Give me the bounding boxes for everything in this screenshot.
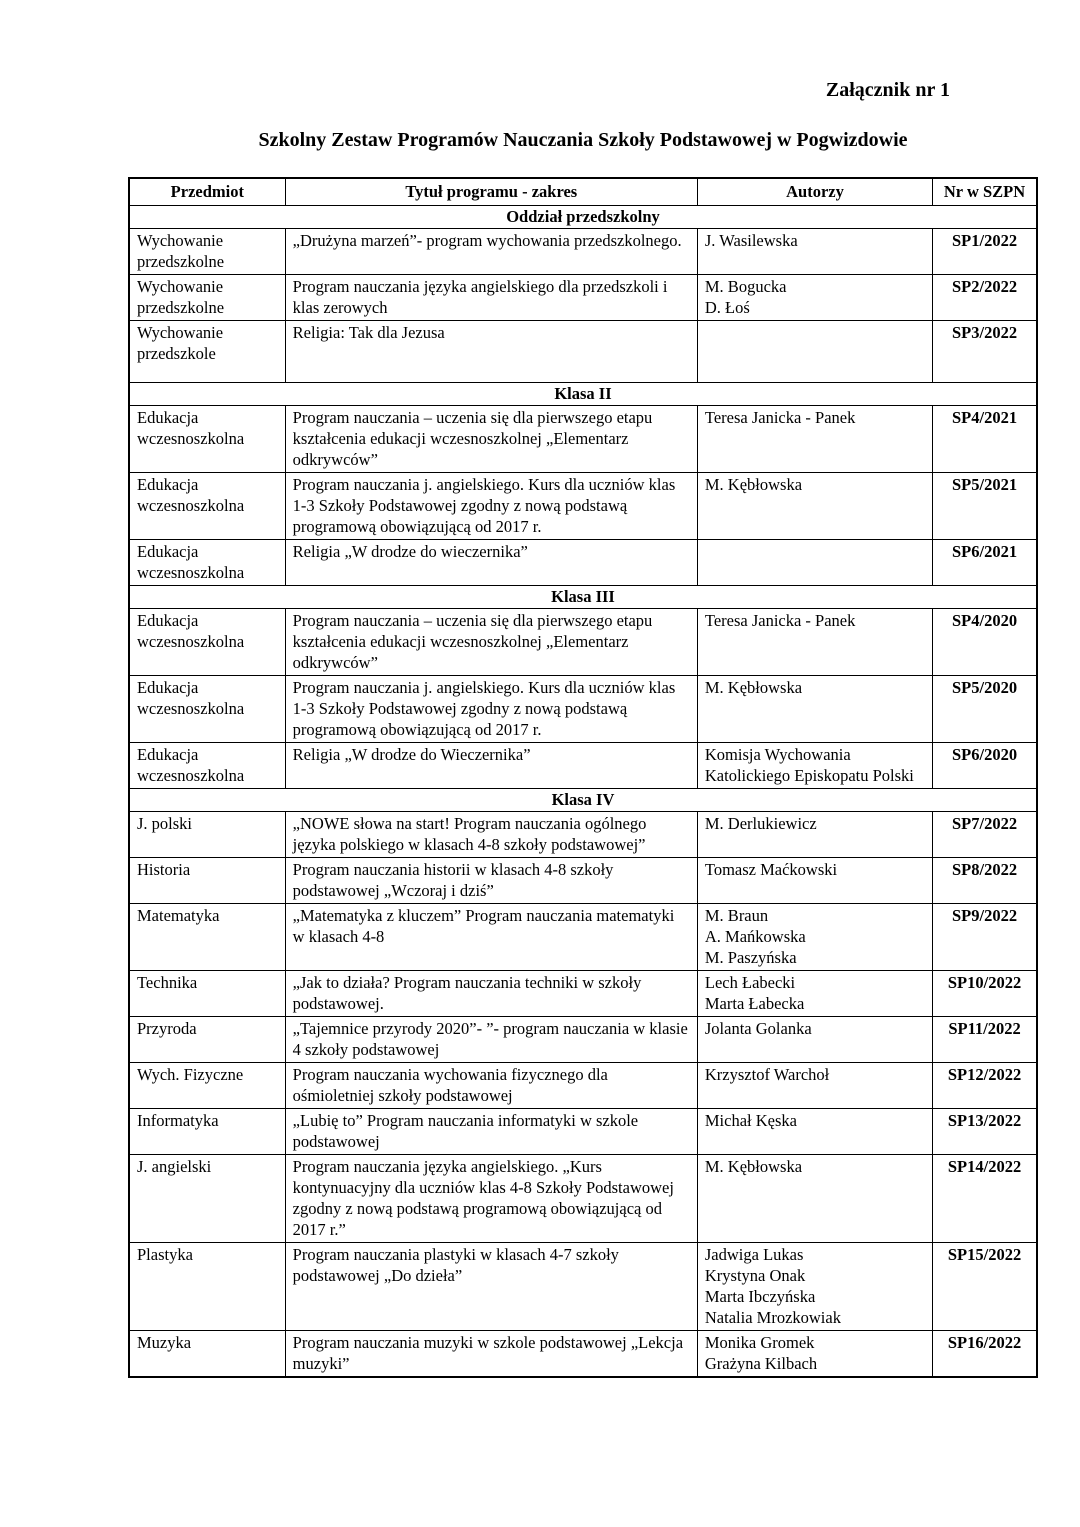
program-row [129, 540, 1037, 586]
program-title-cell: Religia: Tak dla Jezusa [285, 321, 697, 383]
authors-cell [697, 1243, 932, 1331]
program-title-cell: Program nauczania historii w klasach 4-8 szkoły podstawowej „Wczoraj i dziś” [285, 858, 697, 904]
subject-cell: Wychowanie przedszkolne [129, 275, 285, 321]
program-title-cell: Program nauczania muzyki w szkole podstawowej „Lekcja muzyki” [285, 1331, 697, 1378]
subject-cell: Edukacja wczesnoszkolna [129, 406, 285, 473]
author-name: Tomasz Maćkowski [704, 860, 838, 879]
authors-cell [697, 1017, 932, 1063]
programs-table [128, 177, 1038, 1378]
szpn-number-cell: SP5/2020 [933, 676, 1037, 743]
section-title: Klasa II [129, 383, 1037, 406]
subject-cell: J. angielski [129, 1155, 285, 1243]
author-name: J. Wasilewska [704, 231, 798, 250]
program-title-cell: Program nauczania języka angielskiego. „Kurs kontynuacyjny dla uczniów klas 4-8 Szkoły Podstawowej zgodny z nową podstawą programową obowiązującą od 2017 r.” [285, 1155, 697, 1243]
szpn-number-cell: SP11/2022 [933, 1017, 1037, 1063]
subject-cell: Wychowanie przedszkolne [129, 229, 285, 275]
section-row [129, 789, 1037, 812]
author-name: M. Paszyńska [704, 948, 797, 967]
szpn-number-cell: SP1/2022 [933, 229, 1037, 275]
program-title-cell: Program nauczania plastyki w klasach 4-7 szkoły podstawowej „Do dzieła” [285, 1243, 697, 1331]
program-row [129, 1017, 1037, 1063]
program-row [129, 1331, 1037, 1378]
subject-cell: Edukacja wczesnoszkolna [129, 609, 285, 676]
szpn-number-cell: SP12/2022 [933, 1063, 1037, 1109]
subject-cell: Historia [129, 858, 285, 904]
table-header-row [129, 178, 1037, 206]
szpn-number-cell: SP10/2022 [933, 971, 1037, 1017]
section-row [129, 383, 1037, 406]
header-przedmiot: Przedmiot [129, 178, 285, 206]
program-row [129, 609, 1037, 676]
program-row [129, 1063, 1037, 1109]
author-name: Krzysztof Warchoł [704, 1065, 830, 1084]
subject-cell: Edukacja wczesnoszkolna [129, 473, 285, 540]
header-tytul-programu: Tytuł programu - zakres [285, 178, 697, 206]
szpn-number-cell: SP2/2022 [933, 275, 1037, 321]
program-title-cell: Program nauczania – uczenia się dla pierwszego etapu kształcenia edukacji wczesnoszkolnej „Elementarz odkrywców” [285, 406, 697, 473]
authors-cell [697, 971, 932, 1017]
authors-cell [697, 609, 932, 676]
author-name: Teresa Janicka - Panek [704, 408, 856, 427]
author-name: M. Bogucka [704, 277, 787, 296]
author-name: Lech Łabecki [704, 973, 796, 992]
program-row [129, 1155, 1037, 1243]
program-title-cell: Program nauczania j. angielskiego. Kurs dla uczniów klas 1-3 Szkoły Podstawowej zgodny z nową podstawą programową obowiązującą od 2017 r. [285, 676, 697, 743]
authors-cell [697, 676, 932, 743]
attachment-label: Załącznik nr 1 [825, 79, 950, 101]
header-autorzy: Autorzy [697, 178, 932, 206]
szpn-number-cell: SP16/2022 [933, 1331, 1037, 1378]
authors-cell [697, 406, 932, 473]
subject-cell: Matematyka [129, 904, 285, 971]
program-title-cell: Religia „W drodze do Wieczernika” [285, 743, 697, 789]
author-name: Michał Kęska [704, 1111, 797, 1130]
szpn-number-cell: SP8/2022 [933, 858, 1037, 904]
authors-cell [697, 858, 932, 904]
szpn-number-cell: SP14/2022 [933, 1155, 1037, 1243]
szpn-number-cell: SP4/2021 [933, 406, 1037, 473]
author-name: M. Kębłowska [704, 678, 803, 697]
authors-cell [697, 275, 932, 321]
program-title-cell: Program nauczania wychowania fizycznego dla ośmioletniej szkoły podstawowej [285, 1063, 697, 1109]
program-row [129, 971, 1037, 1017]
program-title-cell: Program nauczania języka angielskiego dla przedszkoli i klas zerowych [285, 275, 697, 321]
program-title-cell: Program nauczania j. angielskiego. Kurs dla uczniów klas 1-3 Szkoły Podstawowej zgodny z nową podstawą programową obowiązującą od 2017 r. [285, 473, 697, 540]
author-name: M. Kębłowska [704, 1157, 803, 1176]
szpn-number-cell: SP13/2022 [933, 1109, 1037, 1155]
authors-cell [697, 743, 932, 789]
subject-cell: Edukacja wczesnoszkolna [129, 540, 285, 586]
author-name: Natalia Mrozkowiak [704, 1308, 841, 1327]
author-name: M. Braun [704, 906, 769, 925]
szpn-number-cell: SP6/2021 [933, 540, 1037, 586]
authors-cell [697, 321, 932, 383]
author-name: D. Łoś [704, 298, 750, 317]
authors-cell [697, 540, 932, 586]
author-name: Marta Łabecka [704, 994, 805, 1013]
author-name: Komisja Wychowania Katolickiego Episkopatu Polski [704, 745, 914, 785]
author-name: Teresa Janicka - Panek [704, 611, 856, 630]
section-title: Oddział przedszkolny [129, 206, 1037, 229]
authors-cell [697, 473, 932, 540]
section-row [129, 586, 1037, 609]
program-row [129, 473, 1037, 540]
szpn-number-cell: SP3/2022 [933, 321, 1037, 383]
document-title: Szkolny Zestaw Programów Nauczania Szkoły Podstawowej w Pogwizdowie [258, 129, 908, 151]
authors-cell [697, 1109, 932, 1155]
authors-cell [697, 812, 932, 858]
author-name: Jolanta Golanka [704, 1019, 812, 1038]
author-name: Jadwiga Lukas [704, 1245, 804, 1264]
szpn-number-cell: SP4/2020 [933, 609, 1037, 676]
author-name: M. Derlukiewicz [704, 814, 817, 833]
program-row [129, 1109, 1037, 1155]
program-row [129, 743, 1037, 789]
subject-cell: J. polski [129, 812, 285, 858]
section-title: Klasa III [129, 586, 1037, 609]
subject-cell: Informatyka [129, 1109, 285, 1155]
program-row [129, 676, 1037, 743]
szpn-number-cell: SP9/2022 [933, 904, 1037, 971]
header-nr-w-szpn: Nr w SZPN [933, 178, 1037, 206]
authors-cell [697, 1331, 932, 1378]
program-row [129, 406, 1037, 473]
program-row [129, 812, 1037, 858]
author-name: Krystyna Onak [704, 1266, 806, 1285]
program-row [129, 858, 1037, 904]
subject-cell: Technika [129, 971, 285, 1017]
authors-cell [697, 904, 932, 971]
subject-cell: Wychowanie przedszkole [129, 321, 285, 383]
szpn-number-cell: SP5/2021 [933, 473, 1037, 540]
section-row [129, 206, 1037, 229]
authors-cell [697, 1063, 932, 1109]
program-row [129, 229, 1037, 275]
program-title-cell: „Tajemnice przyrody 2020”- ”- program nauczania w klasie 4 szkoły podstawowej [285, 1017, 697, 1063]
section-title: Klasa IV [129, 789, 1037, 812]
program-title-cell: „Lubię to” Program nauczania informatyki w szkole podstawowej [285, 1109, 697, 1155]
authors-cell [697, 229, 932, 275]
program-title-cell: Program nauczania – uczenia się dla pierwszego etapu kształcenia edukacji wczesnoszkolnej „Elementarz odkrywców” [285, 609, 697, 676]
authors-cell [697, 1155, 932, 1243]
subject-cell: Wych. Fizyczne [129, 1063, 285, 1109]
subject-cell: Muzyka [129, 1331, 285, 1378]
subject-cell: Edukacja wczesnoszkolna [129, 743, 285, 789]
program-title-cell: Religia „W drodze do wieczernika” [285, 540, 697, 586]
program-title-cell: „Jak to działa? Program nauczania techniki w szkoły podstawowej. [285, 971, 697, 1017]
program-title-cell: „Matematyka z kluczem” Program nauczania matematyki w klasach 4-8 [285, 904, 697, 971]
program-title-cell: „Drużyna marzeń”- program wychowania przedszkolnego. [285, 229, 697, 275]
subject-cell: Plastyka [129, 1243, 285, 1331]
szpn-number-cell: SP6/2020 [933, 743, 1037, 789]
szpn-number-cell: SP7/2022 [933, 812, 1037, 858]
program-row [129, 321, 1037, 383]
author-name: Grażyna Kilbach [704, 1354, 818, 1373]
program-title-cell: „NOWE słowa na start! Program nauczania ogólnego języka polskiego w klasach 4-8 szkoły podstawowej” [285, 812, 697, 858]
subject-cell: Edukacja wczesnoszkolna [129, 676, 285, 743]
author-name: M. Kębłowska [704, 475, 803, 494]
program-row [129, 275, 1037, 321]
program-row [129, 904, 1037, 971]
author-name: Monika Gromek [704, 1333, 815, 1352]
program-row [129, 1243, 1037, 1331]
author-name: A. Mańkowska [704, 927, 806, 946]
programs-table-body [129, 206, 1037, 1378]
szpn-number-cell: SP15/2022 [933, 1243, 1037, 1331]
author-name: Marta Ibczyńska [704, 1287, 816, 1306]
subject-cell: Przyroda [129, 1017, 285, 1063]
